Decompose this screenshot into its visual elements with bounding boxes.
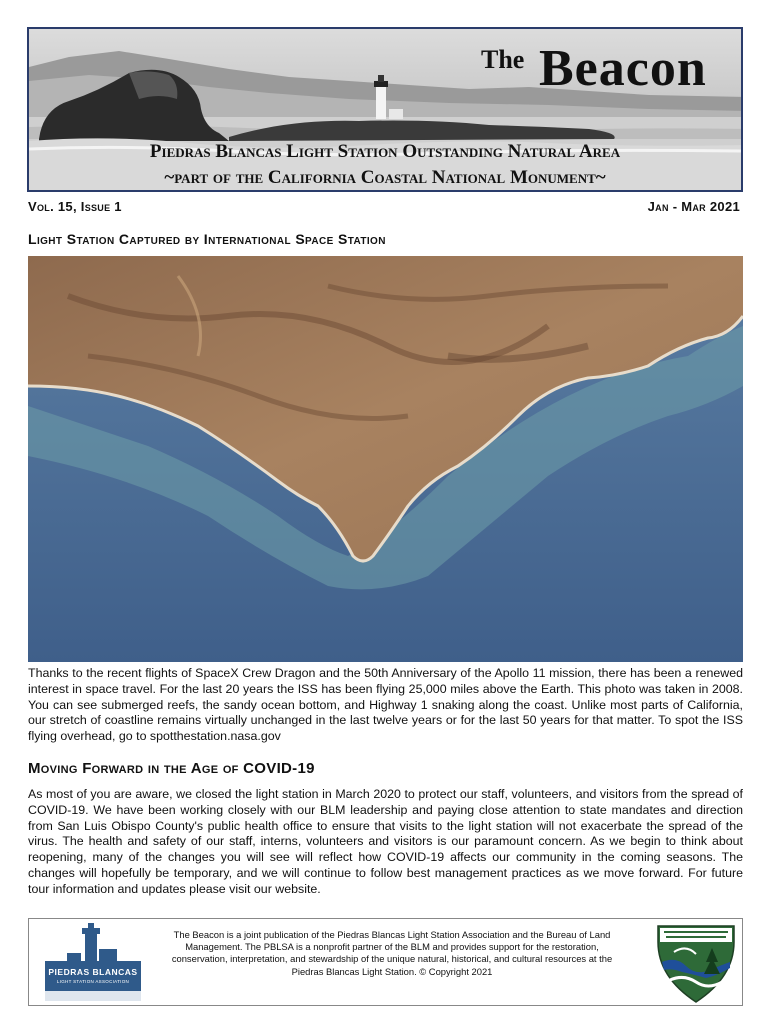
masthead [27, 27, 743, 192]
pbl-logo-name: PIEDRAS BLANCAS [48, 967, 138, 977]
article1-heading: Light Station Captured by International Space Station [28, 231, 386, 247]
volume-issue: Vol. 15, Issue 1 [28, 199, 122, 214]
masthead-subtitle-1: Piedras Blancas Light Station Outstanding Natural Area [149, 141, 621, 162]
footer-box [28, 918, 743, 1006]
issue-date: Jan - Mar 2021 [647, 199, 740, 214]
masthead-title: Beacon [539, 40, 707, 97]
lighthouse-logo [45, 923, 141, 1001]
masthead-the: The [481, 45, 525, 74]
masthead-subtitle-2: ~part of the California Coastal National Monument~ [164, 167, 606, 188]
article2-body: As most of you are aware, we closed the light station in March 2020 to protect our staff, volunteers, and visitors from the spread of COVID-19. We have been working closely with our BLM leadership and paying close attention to state mandates and direction from San Luis Obispo County's public health office to ensure that visits to the light station will not exacerbate the spread of the virus. The health and safety of our staff, interns, volunteers and visitors is our paramount concern. As we begin to think about reopening, many of the changes you will see will reflect how COVID-19 affects our community in the coming seasons. The changes will hopefully be temporary, and we will continue to follow best management practices as we move forward. For future tour information and updates please visit our website. [28, 787, 743, 896]
article2-heading: Moving Forward in the Age of COVID-19 [28, 760, 315, 777]
footer-text: The Beacon is a joint publication of the Piedras Blancas Light Station Association and the Bureau of Land Management. The PBLSA is a nonprofit partner of the BLM and provides support for the restoration, conservation, interpretation, and stewardship of the unique natural, historical, and cultural resources at the Piedras Blancas Light Station. © Copyright 2021 [171, 929, 613, 977]
pbl-logo-sub: LIGHT STATION ASSOCIATION [56, 979, 130, 984]
iss-satellite-photo [28, 256, 743, 662]
article1-body: Thanks to the recent flights of SpaceX Crew Dragon and the 50th Anniversary of the Apollo 11 mission, there has been a renewed interest in space travel. For the last 20 years the ISS has been flying 25,000 miles above the Earth. This photo was taken in 2008. You can see submerged reefs, the sandy ocean bottom, and Highway 1 snaking along the coast. Unlike most parts of California, our stretch of coastline remains virtually unchanged in the last twelve years or for the last 50 years for that matter. To spot the ISS flying overhead, go to spotthestation.nasa.gov [28, 666, 743, 744]
blm-shield-logo [656, 922, 736, 1004]
